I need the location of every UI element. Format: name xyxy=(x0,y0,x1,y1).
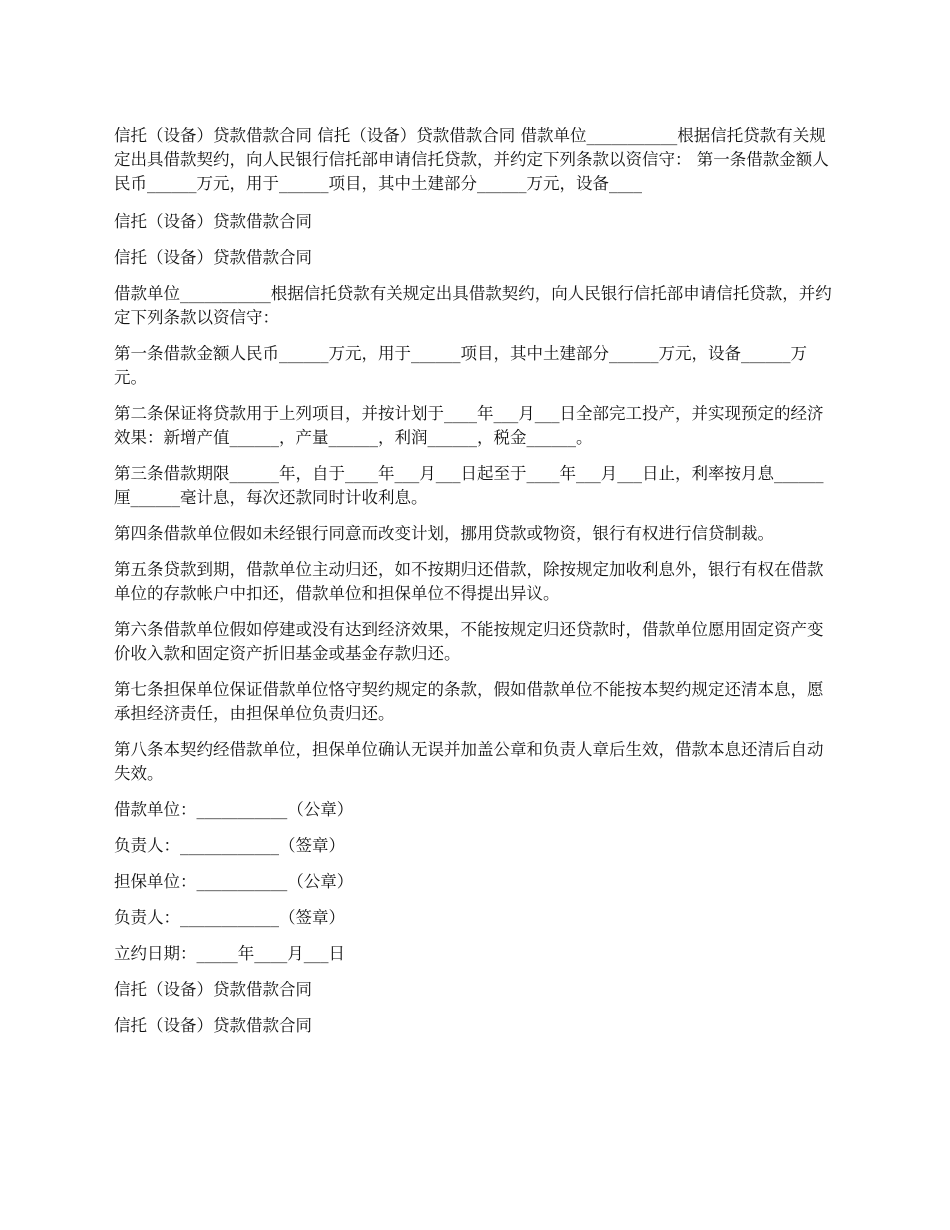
footer-title-2: 信托（设备）贷款借款合同 xyxy=(114,1016,312,1035)
footer-title-1: 信托（设备）贷款借款合同 xyxy=(114,980,312,999)
article-2: 第二条保证将贷款用于上列项目，并按计划于____年___月___日全部完工投产，并实现预定的经济效果：新增产值______，产量______，利润______，税金______。 xyxy=(114,404,824,447)
article-1: 第一条借款金额人民币______万元，用于______项目，其中土建部分______万元，设备______万元。 xyxy=(114,344,807,387)
article-6: 第六条借款单位假如停建或没有达到经济效果，不能按规定归还贷款时，借款单位愿用固定资产变价收入款和固定资产折旧基金或基金存款归还。 xyxy=(114,620,824,663)
document-body xyxy=(114,124,836,1050)
document-title: 信托（设备）贷款借款合同 xyxy=(114,212,312,231)
summary-paragraph: 信托（设备）贷款借款合同 信托（设备）贷款借款合同 借款单位___________根据信托贷款有关规定出具借款契约，向人民银行信托部申请信托贷款，并约定下列条款以资信守： 第一条借款金额人民币______万元，用于______项目，其中土建部分______万元，设备____ xyxy=(114,126,829,193)
preamble-paragraph: 借款单位___________根据信托贷款有关规定出具借款契约，向人民银行信托部申请信托贷款，并约定下列条款以资信守： xyxy=(114,284,832,327)
article-7: 第七条担保单位保证借款单位恪守契约规定的条款，假如借款单位不能按本契约规定还清本息，愿承担经济责任，由担保单位负责归还。 xyxy=(114,680,824,723)
borrower-representative-line: 负责人：____________（签章） xyxy=(114,836,345,855)
borrower-signature-line: 借款单位：___________（公章） xyxy=(114,800,354,819)
guarantor-representative-line: 负责人：____________（签章） xyxy=(114,908,345,927)
contract-date-line: 立约日期：_____年____月___日 xyxy=(114,944,345,963)
article-4: 第四条借款单位假如未经银行同意而改变计划，挪用贷款或物资，银行有权进行信贷制裁。 xyxy=(114,524,774,543)
article-3: 第三条借款期限______年，自于____年___月___日起至于____年___月___日止，利率按月息______厘______毫计息，每次还款同时计收利息。 xyxy=(114,464,824,507)
document-subtitle: 信托（设备）贷款借款合同 xyxy=(114,248,312,267)
guarantor-signature-line: 担保单位：___________（公章） xyxy=(114,872,354,891)
article-5: 第五条贷款到期，借款单位主动归还，如不按期归还借款，除按规定加收利息外，银行有权在借款单位的存款帐户中扣还，借款单位和担保单位不得提出异议。 xyxy=(114,560,824,603)
article-8: 第八条本契约经借款单位，担保单位确认无误并加盖公章和负责人章后生效，借款本息还清后自动失效。 xyxy=(114,740,824,783)
